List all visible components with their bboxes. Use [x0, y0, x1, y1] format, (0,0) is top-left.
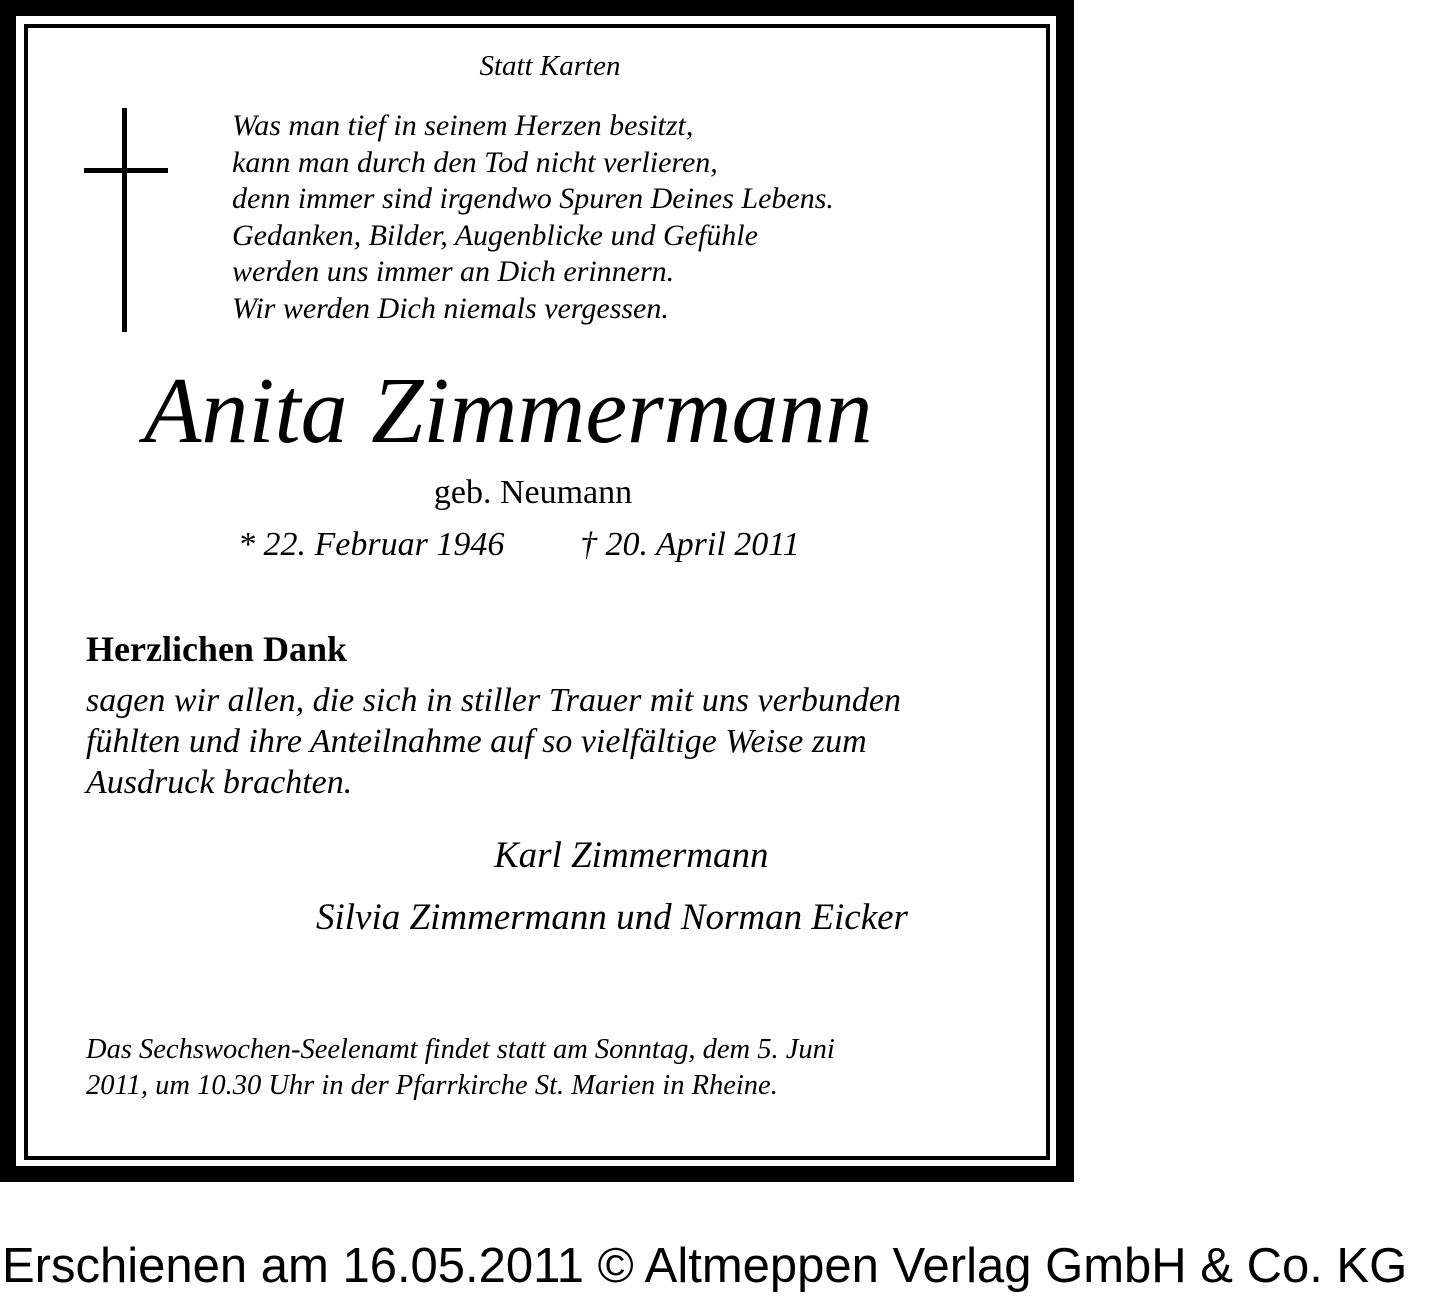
deceased-name: Anita Zimmermann: [144, 359, 873, 463]
service-line: 2011, um 10.30 Uhr in der Pfarrkirche St. Marien in Rheine.: [86, 1070, 778, 1101]
signature-1: Karl Zimmermann: [494, 835, 769, 876]
cross-vertical-bar: [122, 108, 127, 332]
poem-line: Wir werden Dich niemals vergessen.: [232, 291, 669, 325]
birth-date: * 22. Februar 1946: [238, 526, 505, 563]
thanks-title: Herzlichen Dank: [86, 629, 347, 669]
publication-footer: Erschienen am 16.05.2011 © Altmeppen Verlag GmbH & Co. KG: [2, 1239, 1408, 1293]
service-announcement: [86, 1032, 835, 1104]
poem-line: Gedanken, Bilder, Augenblicke und Gefühle: [232, 218, 758, 252]
notice-header: Statt Karten: [479, 50, 621, 82]
maiden-name: geb. Neumann: [433, 474, 633, 511]
poem-line: Was man tief in seinem Herzen besitzt,: [232, 109, 694, 142]
poem-line: werden uns immer an Dich erinnern.: [232, 255, 675, 289]
thanks-line: sagen wir allen, die sich in stiller Trauer mit uns verbunden: [86, 682, 902, 719]
poem: [232, 108, 834, 328]
death-date: † 20. April 2011: [580, 526, 800, 563]
signature-2: Silvia Zimmermann und Norman Eicker: [316, 897, 908, 938]
poem-line: kann man durch den Tod nicht verlieren,: [232, 145, 718, 179]
poem-line: denn immer sind irgendwo Spuren Deines Lebens.: [232, 182, 834, 216]
cross-horizontal-bar: [84, 168, 168, 173]
service-line: Das Sechswochen-Seelenamt findet statt am Sonntag, dem 5. Juni: [86, 1034, 835, 1065]
thanks-line: fühlten und ihre Anteilnahme auf so vielfältige Weise zum: [86, 723, 867, 760]
cross-icon: [84, 108, 168, 332]
thanks-text: [86, 680, 901, 803]
thanks-line: Ausdruck brachten.: [86, 764, 353, 801]
